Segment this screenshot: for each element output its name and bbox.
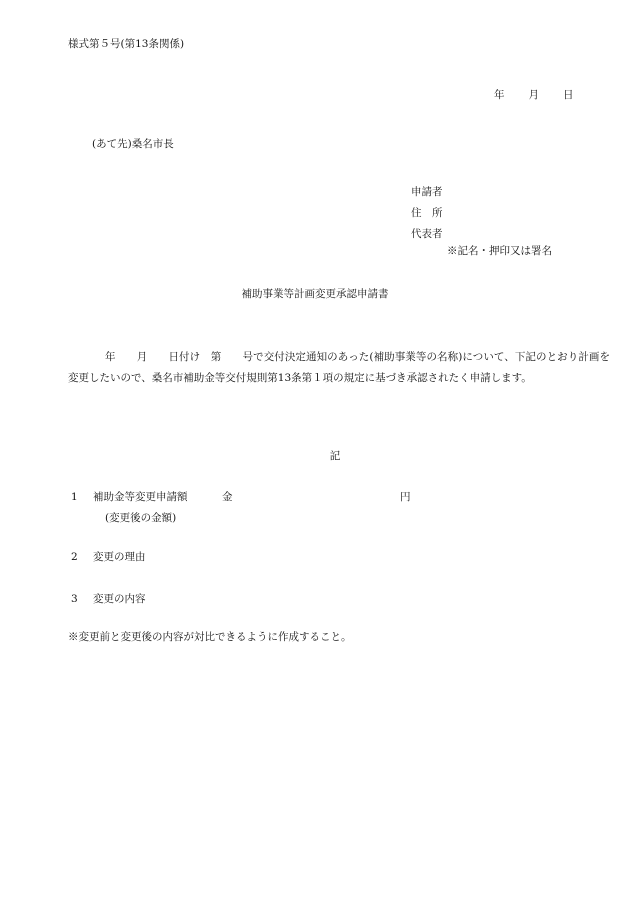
date-line bbox=[494, 90, 574, 101]
document-title: 補助事業等計画変更承認申請書 bbox=[241, 288, 389, 300]
date-year: 年 bbox=[494, 89, 505, 101]
item-1-label: 補助金等変更申請額 bbox=[93, 491, 188, 503]
note-heading: 記 bbox=[329, 450, 341, 462]
item-1-sublabel: (変更後の金額) bbox=[105, 512, 177, 524]
form-number: 様式第５号(第13条関係) bbox=[68, 38, 185, 50]
footnote: ※変更前と変更後の内容が対比できるように作成すること。 bbox=[68, 631, 352, 643]
body-paragraph: 年 月 日付け 第 号で交付決定通知のあった(補助事業等の名称)について、下記のとおり計画を変更したいので、桑名市補助金等交付規則第13条第１項の規定に基づき承認されたく申請します。 bbox=[68, 351, 610, 384]
item-2-label: 変更の理由 bbox=[93, 551, 146, 563]
item-1-amount-suffix: 円 bbox=[400, 491, 411, 503]
signature-note: ※記名・押印又は署名 bbox=[447, 245, 552, 257]
item-2-number: 2 bbox=[71, 551, 78, 563]
address-label: 住 所 bbox=[411, 207, 443, 219]
item-3-number: 3 bbox=[71, 593, 78, 605]
addressee: (あて先)桑名市長 bbox=[92, 138, 174, 150]
applicant-label: 申請者 bbox=[411, 186, 443, 198]
date-day: 日 bbox=[563, 89, 574, 101]
item-3-label: 変更の内容 bbox=[93, 593, 146, 605]
item-1-amount-prefix: 金 bbox=[222, 491, 233, 503]
item-1-number: 1 bbox=[71, 491, 78, 503]
representative-label: 代表者 bbox=[411, 228, 443, 240]
date-month: 月 bbox=[528, 89, 539, 101]
